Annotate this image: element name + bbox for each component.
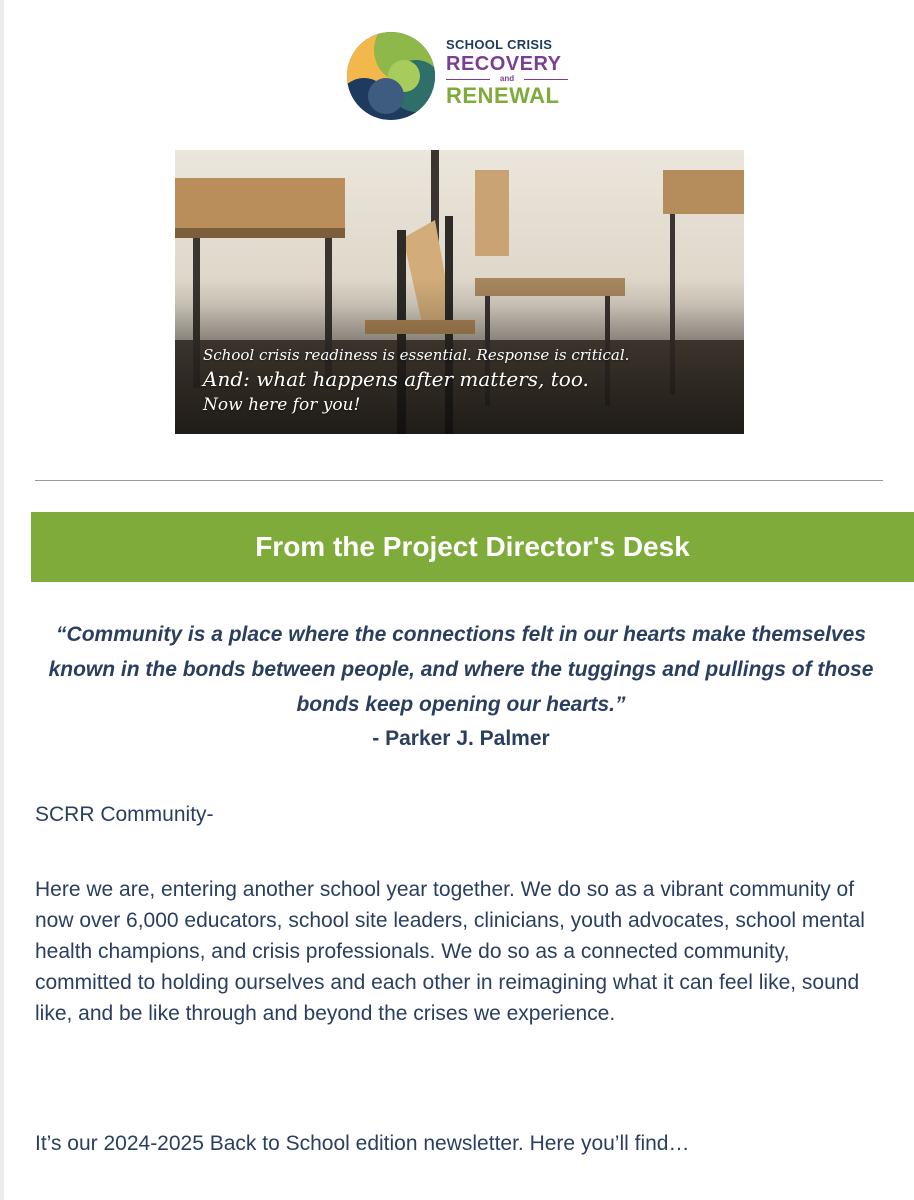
section-divider: [35, 480, 883, 481]
logo-circle-icon: [346, 28, 442, 124]
letter-paragraph-2: It’s our 2024-2025 Back to School edition newsletter. Here you’ll find…: [35, 1132, 690, 1155]
logo-connector: and: [446, 75, 568, 83]
letter-salutation: SCRR Community-: [35, 803, 214, 826]
hero-caption: [203, 346, 629, 416]
quote-author: - Parker J. Palmer: [372, 727, 550, 750]
hero-image[interactable]: [175, 150, 744, 434]
left-border: [0, 0, 4, 1200]
director-quote: “Community is a place where the connections felt in our hearts make themselves known in the bonds between people, and where the tuggings and pullings of those bonds keep opening our hearts.”: [48, 623, 874, 716]
logo-line-renewal: RENEWAL: [446, 83, 560, 108]
scrr-logo[interactable]: [346, 28, 576, 124]
hero-caption-line1: School crisis readiness is essential. Response is critical.: [203, 346, 630, 364]
logo-wordmark: [446, 38, 568, 107]
logo-line-school-crisis: SCHOOL CRISIS: [446, 37, 553, 52]
hero-caption-line2: And: what happens after matters, too.: [203, 367, 589, 391]
hero-caption-line3: Now here for you!: [203, 395, 361, 415]
section-title: From the Project Director's Desk: [255, 531, 690, 562]
section-banner: [31, 512, 914, 582]
logo-line-recovery: RECOVERY: [446, 53, 562, 75]
letter-paragraph-1: Here we are, entering another school year together. We do so as a vibrant community of now over 6,000 educators, school site leaders, clinicians, youth advocates, school mental health champions, and crisis professionals. We do so as a connected community, committed to holding ourselves and each other in reimagining what it can feel like, sound like, and be like through and beyond the crises we experience.: [35, 878, 865, 1025]
